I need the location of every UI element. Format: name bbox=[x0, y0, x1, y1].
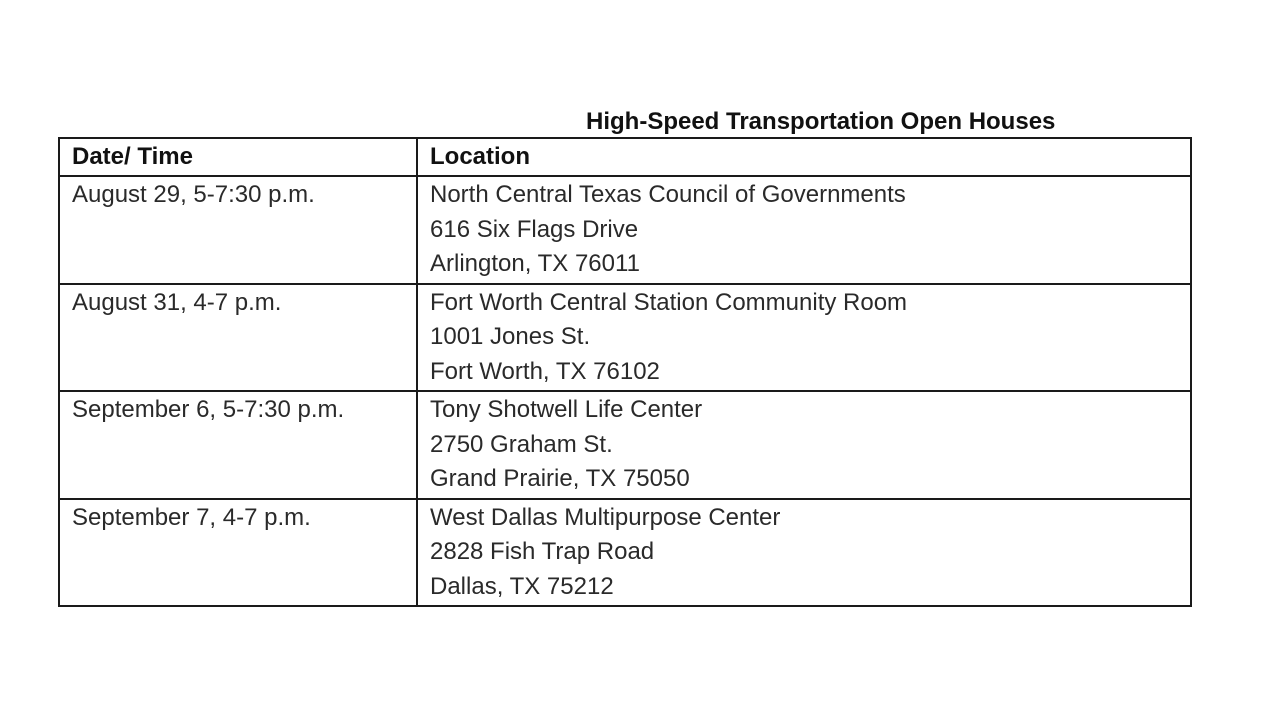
location-city: Grand Prairie, TX 75050 bbox=[430, 465, 690, 492]
location-cell bbox=[417, 499, 1191, 607]
location-cell bbox=[417, 284, 1191, 392]
header-date-time: Date/ Time bbox=[59, 138, 417, 176]
date-time-text: August 31, 4-7 p.m. bbox=[72, 288, 282, 316]
table-row bbox=[59, 176, 1191, 284]
date-time-text: September 7, 4-7 p.m. bbox=[72, 503, 311, 531]
table-row bbox=[59, 284, 1191, 392]
location-name: Fort Worth Central Station Community Room bbox=[430, 288, 908, 316]
date-time-text: September 6, 5-7:30 p.m. bbox=[72, 396, 345, 423]
location-city: Dallas, TX 75212 bbox=[430, 572, 614, 600]
location-street: 1001 Jones St. bbox=[430, 323, 591, 350]
document-title: High-Speed Transportation Open Houses bbox=[586, 108, 1056, 135]
location-name: Tony Shotwell Life Center bbox=[430, 396, 703, 423]
date-time-cell bbox=[59, 499, 417, 607]
date-time-cell bbox=[59, 176, 417, 284]
location-street: 616 Six Flags Drive bbox=[430, 215, 639, 243]
date-time-text: August 29, 5-7:30 p.m. bbox=[72, 181, 315, 208]
location-street: 2750 Graham St. bbox=[430, 430, 613, 458]
table-row bbox=[59, 499, 1191, 607]
header-location: Location bbox=[417, 138, 1191, 176]
location-name: North Central Texas Council of Governments bbox=[430, 181, 906, 208]
table-header-row bbox=[59, 138, 1191, 176]
location-city: Fort Worth, TX 76102 bbox=[430, 357, 660, 385]
open-houses-table bbox=[58, 137, 1192, 607]
location-city: Arlington, TX 76011 bbox=[430, 250, 640, 277]
table-row bbox=[59, 391, 1191, 499]
location-name: West Dallas Multipurpose Center bbox=[430, 503, 781, 531]
location-cell bbox=[417, 176, 1191, 284]
date-time-cell bbox=[59, 284, 417, 392]
location-street: 2828 Fish Trap Road bbox=[430, 538, 655, 565]
location-cell bbox=[417, 391, 1191, 499]
date-time-cell bbox=[59, 391, 417, 499]
